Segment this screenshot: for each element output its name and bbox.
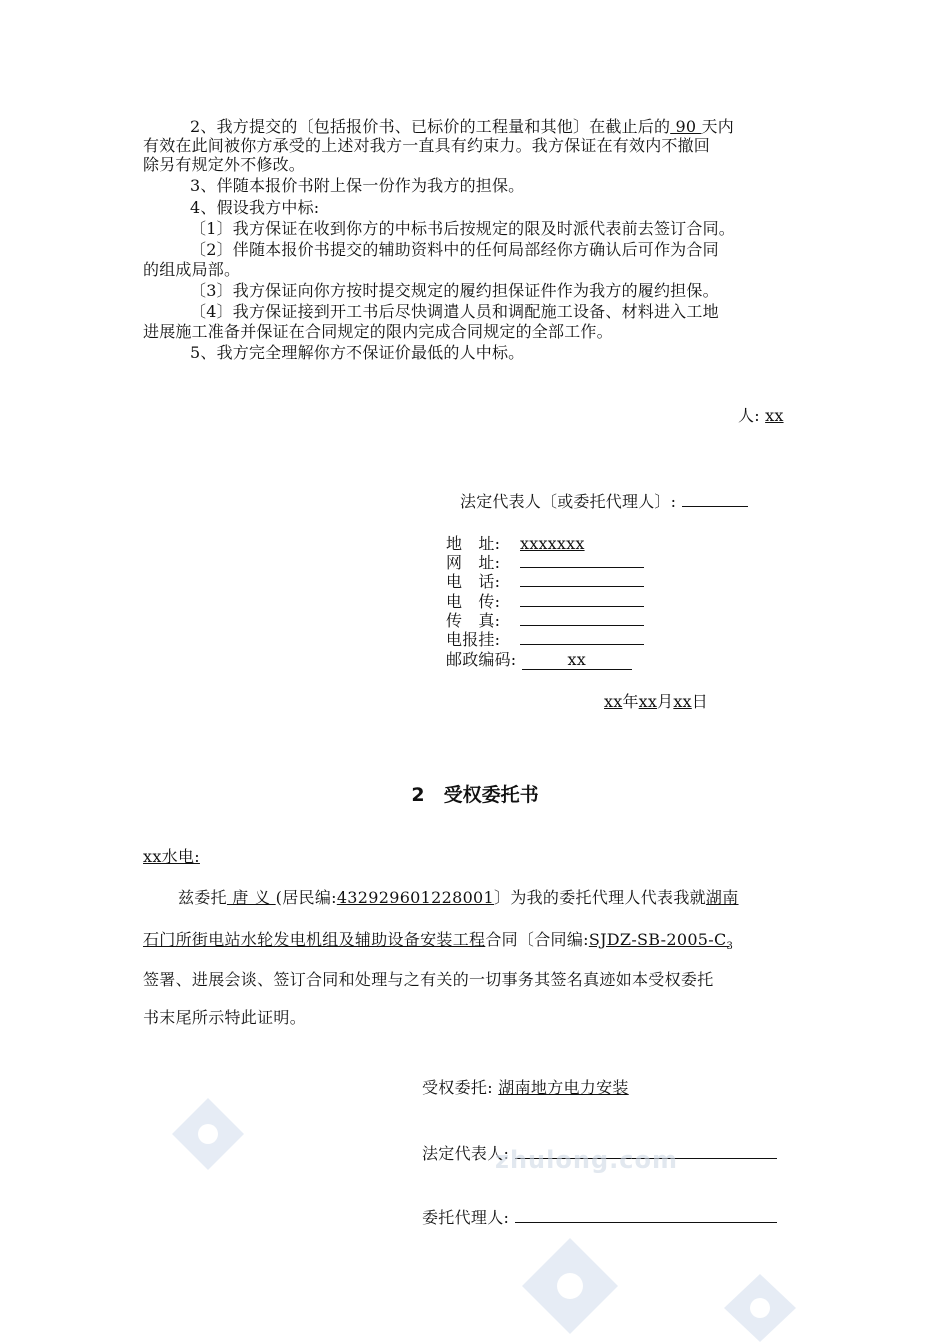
cable-line [446,630,644,649]
authorization-line1 [178,880,739,916]
authorization-line3: 签署、进展会谈、签订合同和处理与之有关的一切事务其签名真迹如本受权委托 [143,970,714,989]
id-number: 432929601228001 [336,888,495,907]
website-label: 网 址: [446,553,501,572]
legal-rep-sign-label: 法定代表人: [422,1144,510,1163]
website-blank [520,553,644,568]
phone-blank [520,572,644,587]
cable-blank [520,630,644,645]
address-label: 地 址: [446,534,501,553]
principal-label: 受权委托: [422,1078,493,1097]
watermark-text: zhulong.com [495,1146,678,1174]
auth-text-c: 〕为我的委托代理人代表我就 [494,888,706,907]
para-2-text: 2、我方提交的〔包括报价书、已标价的工程量和其他〕在截止后的 [190,117,671,136]
authorization-line2 [143,922,733,965]
para-4-3: 〔3〕我方保证向你方按时提交规定的履约担保证件作为我方的履约担保。 [190,281,719,300]
agent-sign-label: 委托代理人: [422,1208,510,1227]
para-4-2-line2: 的组成局部。 [143,260,241,279]
agent-name: 唐 义 [226,888,276,907]
auth-text-a: 兹委托 [178,888,227,907]
watermark-snowflake-icon [722,1272,798,1344]
legal-rep-line [460,492,748,511]
authorization-line4: 书末尾所示特此证明。 [143,1008,307,1027]
principal-value: 湖南地方电力安装 [498,1078,629,1097]
para-4: 4、假设我方中标: [190,198,320,217]
para-4-1: 〔1〕我方保证在收到你方的中标书后按规定的限及时派代表前去签订合同。 [190,219,735,238]
contract-number-sub: 3 [726,941,734,953]
month-char: 月 [657,692,674,711]
para-5: 5、我方完全理解你方不保证价最低的人中标。 [190,343,525,362]
para-2-line3: 除另有规定外不修改。 [143,155,306,174]
contract-number-main: SJDZ-SB-2005-C [588,930,727,949]
date-month: xx [638,692,658,711]
postcode-label: 邮政编码: [446,650,517,669]
bidder-line [738,406,784,425]
fax-line [446,611,644,630]
bidder-value: xx [765,406,784,425]
contract-label: 合同〔合同编: [485,930,589,949]
address-line [446,534,585,553]
date-line [604,692,708,711]
telegram-line [446,592,644,611]
postcode-line [446,650,632,670]
agent-signature-line [422,1200,777,1236]
phone-line [446,572,644,591]
watermark-snowflake-icon [520,1236,620,1336]
auth-text-b: (居民编: [275,888,337,907]
para-4-2-line1: 〔2〕伴随本报价书提交的辅助资料中的任何局部经你方确认后可作为合同 [190,240,719,259]
telegram-label: 电 传: [446,592,501,611]
principal-line [422,1070,629,1106]
addressee: xx水电: [143,847,200,866]
fax-blank [520,611,644,626]
project-name-part2: 石门所街电站水轮发电机组及辅助设备安装工程 [143,930,486,949]
para-3: 3、伴随本报价书附上保一份作为我方的担保。 [190,176,525,195]
day-char: 日 [691,692,708,711]
agent-sign-blank [515,1208,777,1223]
phone-label: 电 话: [446,572,501,591]
para-2-line1 [190,117,734,136]
date-day: xx [673,692,692,711]
bidder-label: 人: [738,406,760,425]
project-name-part1: 湖南 [705,888,739,907]
section-title: 2 受权委托书 [411,784,539,806]
para-2-line2: 有效在此间被你方承受的上述对我方一直具有约束力。我方保证在有效内不撤回 [143,136,711,155]
para-4-4-line2: 进展施工准备并保证在合同规定的限内完成合同规定的全部工作。 [143,322,613,341]
contract-number [588,930,734,953]
legal-rep-blank [682,492,748,507]
days-value: 90 [670,117,702,136]
telegram-blank [520,592,644,607]
legal-rep-label: 法定代表人〔或委托代理人〕: [460,492,677,511]
website-line [446,553,644,572]
address-value: xxxxxxx [520,534,585,553]
cable-label: 电报挂: [446,630,501,649]
para-2-tail: 天内 [701,117,734,136]
year-char: 年 [622,692,639,711]
postcode-value: xx [522,650,632,670]
fax-label: 传 真: [446,611,501,630]
date-year: xx [604,692,623,711]
watermark-snowflake-icon [170,1096,246,1172]
para-4-4-line1: 〔4〕我方保证接到开工书后尽快调遣人员和调配施工设备、材料进入工地 [190,302,719,321]
